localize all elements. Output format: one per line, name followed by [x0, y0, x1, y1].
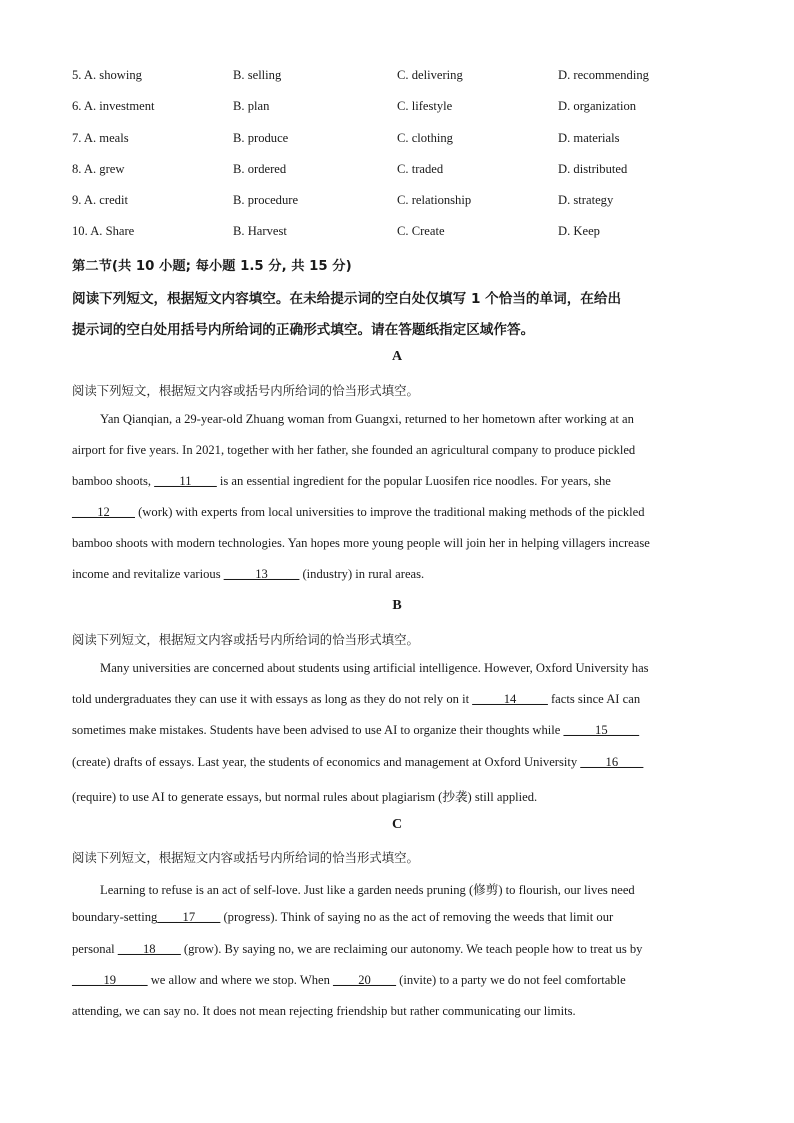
passage-a-line: bamboo shoots with modern technologies. Yan hopes more young people will join her in helping villagers increase	[72, 536, 650, 550]
text-segment: income and revitalize various	[72, 567, 224, 581]
option-b: B. Harvest	[233, 224, 287, 238]
passage-a-line: Yan Qianqian, a 29-year-old Zhuang woman from Guangxi, returned to her hometown after working at an	[100, 412, 634, 426]
passage-a-line: airport for five years. In 2021, together with her father, she founded an agricultural company to produce pickled	[72, 443, 636, 457]
option-b: B. selling	[233, 68, 282, 82]
option-b: B. produce	[233, 131, 289, 145]
question-6-options	[72, 99, 732, 119]
option-d: D. Keep	[558, 224, 600, 238]
option-b: B. plan	[233, 99, 270, 113]
section-instruction-line-2: 提示词的空白处用括号内所给词的正确形式填空。请在答题纸指定区域作答。	[72, 322, 535, 338]
option-b: B. procedure	[233, 193, 299, 207]
option-c: C. clothing	[397, 131, 453, 145]
passage-b-line	[72, 692, 718, 707]
option-d: D. recommending	[558, 68, 649, 82]
passage-a-line	[72, 474, 718, 489]
passage-c-line	[72, 942, 718, 957]
option-d: D. distributed	[558, 162, 628, 176]
option-d: D. organization	[558, 99, 637, 113]
passage-c-line: attending, we can say no. It does not mean rejecting friendship but rather communicating our limits.	[72, 1004, 576, 1018]
blank-16[interactable]: ____16____	[580, 755, 644, 769]
passage-b-line: Many universities are concerned about students using artificial intelligence. However, Oxford University has	[100, 661, 649, 675]
blank-17[interactable]: ____17____	[157, 910, 221, 924]
passage-c-line	[72, 973, 718, 988]
blank-11[interactable]: ____11____	[154, 474, 217, 488]
text-segment: (invite) to a party we do not feel comfortable	[396, 973, 626, 987]
option-d: D. materials	[558, 131, 620, 145]
passage-b-instruction: 阅读下列短文，根据短文内容或括号内所给词的恰当形式填空。	[72, 632, 419, 647]
option-c: C. relationship	[397, 193, 472, 207]
text-segment: is an essential ingredient for the popular Luosifen rice noodles. For years, she	[216, 474, 611, 488]
text-segment: (work) with experts from local universities to improve the traditional making methods of the pickled	[134, 505, 645, 519]
text-segment: personal	[72, 942, 118, 956]
passage-a-heading: A	[391, 349, 403, 364]
option-a: 7. A. meals	[72, 131, 129, 145]
question-7-options	[72, 131, 732, 151]
question-9-options	[72, 193, 732, 213]
passage-c-line: Learning to refuse is an act of self-love. Just like a garden needs pruning (修剪) to flourish, our lives need	[100, 883, 635, 897]
passage-b-line	[72, 755, 718, 770]
passage-c-instruction: 阅读下列短文，根据短文内容或括号内所给词的恰当形式填空。	[72, 850, 419, 865]
option-c: C. traded	[397, 162, 444, 176]
question-5-options	[72, 68, 732, 88]
text-segment: (progress). Think of saying no as the act of removing the weeds that limit our	[220, 910, 614, 924]
blank-14[interactable]: _____14_____	[472, 692, 548, 706]
text-segment: (industry) in rural areas.	[299, 567, 425, 581]
text-segment: sometimes make mistakes. Students have been advised to use AI to organize their thoughts while	[72, 723, 564, 737]
blank-18[interactable]: ____18____	[117, 942, 181, 956]
option-c: C. delivering	[397, 68, 463, 82]
section-instruction-line-1: 阅读下列短文，根据短文内容填空。在未给提示词的空白处仅填写 1 个恰当的单词，在给出	[72, 291, 622, 307]
passage-a-instruction: 阅读下列短文，根据短文内容或括号内所给词的恰当形式填空。	[72, 383, 419, 398]
blank-13[interactable]: _____13_____	[223, 567, 300, 581]
passage-c-line	[72, 910, 718, 925]
section-title: 第二节(共 10 小题; 每小题 1.5 分, 共 15 分)	[72, 259, 352, 274]
passage-b-heading: B	[392, 598, 402, 613]
question-8-options	[72, 162, 732, 182]
text-segment: we allow and where we stop. When	[147, 973, 334, 987]
option-c: C. Create	[397, 224, 445, 238]
blank-19[interactable]: _____19_____	[72, 973, 148, 987]
option-b: B. ordered	[233, 162, 287, 176]
text-segment: (create) drafts of essays. Last year, the students of economics and management at Oxford University	[72, 755, 581, 769]
text-segment: told undergraduates they can use it with essays as long as they do not rely on it	[72, 692, 473, 706]
text-segment: (grow). By saying no, we are reclaiming our autonomy. We teach people how to treat us by	[180, 942, 643, 956]
option-a: 6. A. investment	[72, 99, 155, 113]
blank-15[interactable]: _____15_____	[563, 723, 640, 737]
passage-c-heading: C	[391, 817, 403, 832]
option-a: 8. A. grew	[72, 162, 125, 176]
passage-a-line	[72, 505, 718, 520]
option-a: 5. A. showing	[72, 68, 142, 82]
question-10-options	[72, 224, 732, 244]
text-segment: bamboo shoots,	[72, 474, 155, 488]
blank-20[interactable]: ____20____	[333, 973, 396, 987]
passage-b-line: (require) to use AI to generate essays, but normal rules about plagiarism (抄袭) still applied.	[72, 790, 538, 804]
text-segment: facts since AI can	[547, 692, 641, 706]
option-c: C. lifestyle	[397, 99, 453, 113]
passage-a-line	[72, 567, 718, 582]
text-segment: boundary-setting	[72, 910, 158, 924]
passage-b-line	[72, 723, 718, 738]
option-a: 10. A. Share	[72, 224, 135, 238]
option-d: D. strategy	[558, 193, 614, 207]
blank-12[interactable]: ____12____	[72, 505, 135, 519]
option-a: 9. A. credit	[72, 193, 128, 207]
